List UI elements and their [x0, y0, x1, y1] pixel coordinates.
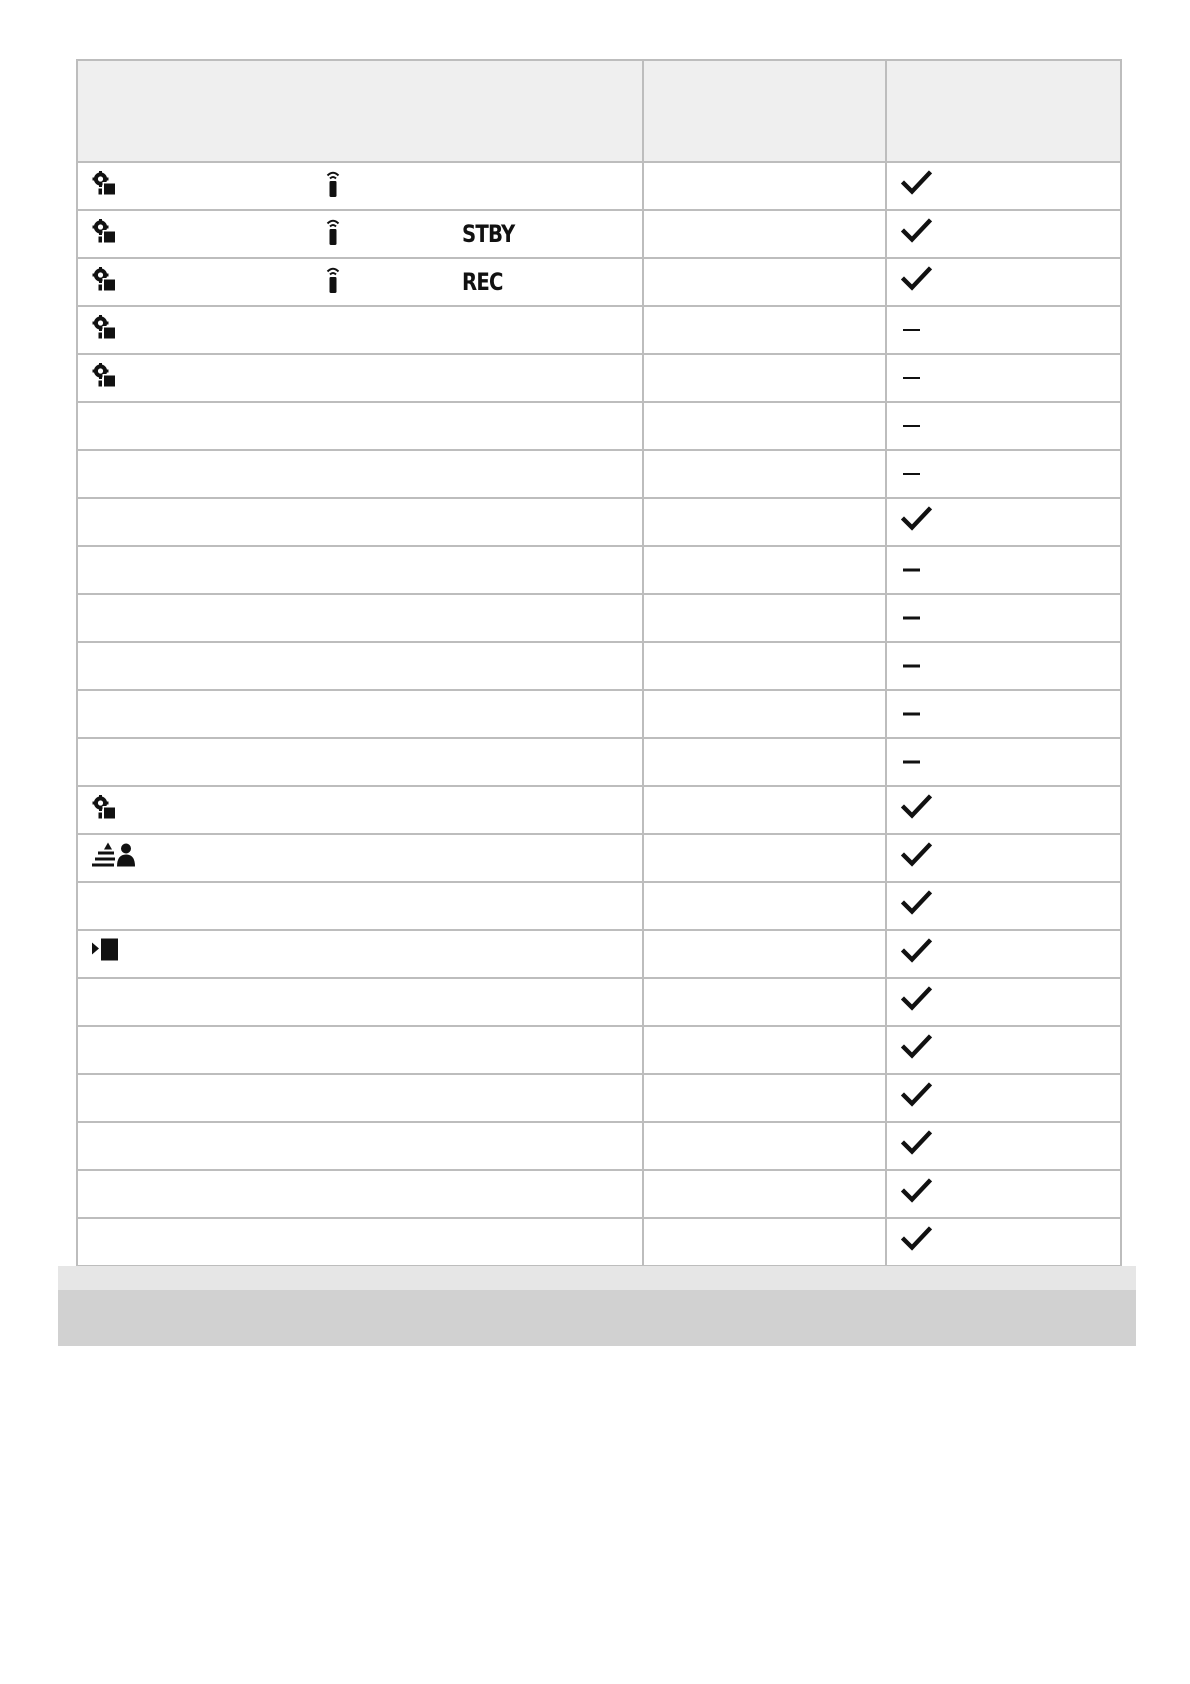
row-value-cell: [643, 402, 885, 450]
table-row: [77, 354, 1121, 402]
check-icon: [901, 987, 933, 1018]
row-item-cell: [77, 882, 643, 930]
dash-icon: [903, 569, 920, 572]
table-row: [77, 210, 1121, 258]
table-row: [77, 1122, 1121, 1170]
row-item-cell: [77, 402, 643, 450]
camera-settings-icon: [92, 171, 118, 202]
row-item-cell: [77, 1074, 643, 1122]
row-item-cell: [77, 450, 643, 498]
row-availability-cell: [886, 834, 1121, 882]
row-item-cell: [77, 306, 643, 354]
row-item-cell: [77, 786, 643, 834]
status-code-label: REC: [462, 268, 503, 296]
dash-icon: [903, 473, 920, 475]
row-item-cell: [77, 1026, 643, 1074]
row-value-cell: [643, 642, 885, 690]
dash-icon: [903, 425, 920, 427]
check-icon: [901, 891, 933, 922]
row-value-cell: [643, 546, 885, 594]
table-row: [77, 402, 1121, 450]
row-value-cell: [643, 258, 885, 306]
dash-icon: [903, 761, 920, 764]
check-icon: [901, 267, 933, 298]
table-row: [77, 258, 1121, 306]
table-row: [77, 1218, 1121, 1266]
row-availability-cell: [886, 882, 1121, 930]
table-row: [77, 882, 1121, 930]
row-availability-cell: [886, 162, 1121, 210]
row-value-cell: [643, 930, 885, 978]
row-availability-cell: [886, 930, 1121, 978]
camera-settings-icon: [92, 363, 118, 394]
check-icon: [901, 507, 933, 538]
remote-commander-icon: [325, 218, 341, 251]
dash-icon: [903, 617, 920, 620]
row-item-cell: [77, 738, 643, 786]
row-item-cell: [77, 210, 643, 258]
table-row: [77, 738, 1121, 786]
check-icon: [901, 1035, 933, 1066]
row-availability-cell: [886, 642, 1121, 690]
playback-icon: [92, 939, 120, 970]
table-row: [77, 786, 1121, 834]
camera-settings-icon: [92, 795, 118, 826]
row-item-cell: [77, 546, 643, 594]
row-value-cell: [643, 978, 885, 1026]
dash-icon: [903, 665, 920, 668]
row-availability-cell: [886, 978, 1121, 1026]
table-row: [77, 690, 1121, 738]
row-availability-cell: [886, 1170, 1121, 1218]
check-icon: [901, 1227, 933, 1258]
table-row: [77, 546, 1121, 594]
row-availability-cell: [886, 306, 1121, 354]
row-availability-cell: [886, 1122, 1121, 1170]
table-row: [77, 1026, 1121, 1074]
row-item-cell: [77, 690, 643, 738]
table-row: [77, 642, 1121, 690]
row-item-cell: [77, 834, 643, 882]
header-cell-1: [77, 60, 643, 162]
row-value-cell: [643, 210, 885, 258]
row-availability-cell: [886, 1026, 1121, 1074]
row-item-cell: [77, 498, 643, 546]
header-cell-2: [643, 60, 885, 162]
check-icon: [901, 1179, 933, 1210]
table-header-row: [77, 60, 1121, 162]
check-icon: [901, 1131, 933, 1162]
row-availability-cell: [886, 690, 1121, 738]
row-value-cell: [643, 690, 885, 738]
camera-settings-icon: [92, 267, 118, 298]
settings-table: [76, 59, 1122, 1267]
check-icon: [901, 1083, 933, 1114]
row-item-cell: [77, 354, 643, 402]
row-value-cell: [643, 354, 885, 402]
row-availability-cell: [886, 402, 1121, 450]
remote-commander-icon: [325, 266, 341, 299]
row-value-cell: [643, 786, 885, 834]
row-availability-cell: [886, 738, 1121, 786]
table-body: [77, 162, 1121, 1266]
row-value-cell: [643, 594, 885, 642]
row-value-cell: [643, 498, 885, 546]
scene-person-icon: [92, 843, 136, 874]
dash-icon: [903, 713, 920, 716]
row-availability-cell: [886, 1218, 1121, 1266]
table-row: [77, 498, 1121, 546]
row-availability-cell: [886, 354, 1121, 402]
row-availability-cell: [886, 546, 1121, 594]
row-availability-cell: [886, 210, 1121, 258]
footer-band-light: [58, 1266, 1136, 1290]
check-icon: [901, 939, 933, 970]
row-item-cell: [77, 594, 643, 642]
table-row: [77, 834, 1121, 882]
check-icon: [901, 843, 933, 874]
check-icon: [901, 171, 933, 202]
check-icon: [901, 219, 933, 250]
header-cell-3: [886, 60, 1121, 162]
row-availability-cell: [886, 258, 1121, 306]
row-value-cell: [643, 1074, 885, 1122]
table-row: [77, 1170, 1121, 1218]
check-icon: [901, 795, 933, 826]
status-code-label: STBY: [462, 220, 515, 248]
table-row: [77, 306, 1121, 354]
row-value-cell: [643, 306, 885, 354]
camera-settings-icon: [92, 315, 118, 346]
row-availability-cell: [886, 594, 1121, 642]
table-row: [77, 162, 1121, 210]
table-row: [77, 594, 1121, 642]
row-item-cell: [77, 258, 643, 306]
row-availability-cell: [886, 450, 1121, 498]
row-item-cell: [77, 642, 643, 690]
row-value-cell: [643, 162, 885, 210]
row-value-cell: [643, 1218, 885, 1266]
row-item-cell: [77, 978, 643, 1026]
dash-icon: [903, 377, 920, 379]
table-row: [77, 450, 1121, 498]
row-value-cell: [643, 1122, 885, 1170]
row-item-cell: [77, 1122, 643, 1170]
dash-icon: [903, 329, 920, 331]
camera-settings-icon: [92, 219, 118, 250]
remote-commander-icon: [325, 170, 341, 203]
row-item-cell: [77, 1218, 643, 1266]
row-availability-cell: [886, 1074, 1121, 1122]
table-row: [77, 1074, 1121, 1122]
row-availability-cell: [886, 498, 1121, 546]
row-value-cell: [643, 882, 885, 930]
row-item-cell: [77, 1170, 643, 1218]
row-value-cell: [643, 834, 885, 882]
row-value-cell: [643, 1170, 885, 1218]
footer-band-dark: [58, 1290, 1136, 1346]
row-item-cell: [77, 930, 643, 978]
row-value-cell: [643, 450, 885, 498]
row-value-cell: [643, 1026, 885, 1074]
table-row: [77, 930, 1121, 978]
row-value-cell: [643, 738, 885, 786]
table-row: [77, 978, 1121, 1026]
row-item-cell: [77, 162, 643, 210]
row-availability-cell: [886, 786, 1121, 834]
